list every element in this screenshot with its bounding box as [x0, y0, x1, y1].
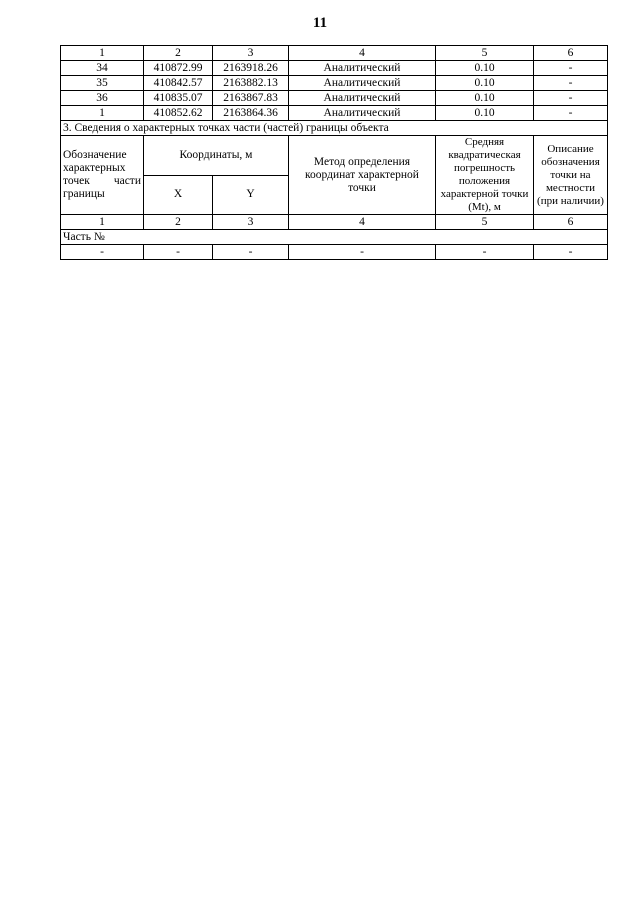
description-header: Описание обозначения точки на местности (при наличии) [534, 136, 608, 215]
column-number: 3 [213, 215, 289, 230]
column-number: 2 [144, 215, 213, 230]
description: - [534, 76, 608, 91]
method: Аналитический [289, 91, 436, 106]
error-value: 0.10 [436, 91, 534, 106]
x-header: X [144, 175, 213, 215]
page-number: 11 [312, 15, 328, 31]
point-id: 35 [61, 76, 144, 91]
point-id: 36 [61, 91, 144, 106]
column-number: 2 [144, 46, 213, 61]
error-header: Средняя квадратическая погрешность положения характерной точки (Mt), м [436, 136, 534, 215]
empty-cell: - [213, 245, 289, 260]
table-row [61, 91, 608, 106]
empty-cell: - [534, 245, 608, 260]
part-label-row [61, 230, 608, 245]
empty-cell: - [61, 245, 144, 260]
table-row [61, 76, 608, 91]
section-header-row [61, 136, 608, 176]
point-id: 34 [61, 61, 144, 76]
column-number: 3 [213, 46, 289, 61]
coordinates-table [60, 45, 608, 260]
method: Аналитический [289, 76, 436, 91]
method: Аналитический [289, 61, 436, 76]
section-title: 3. Сведения о характерных точках части (частей) границы объекта [61, 121, 608, 136]
coord-y: 2163867.83 [213, 91, 289, 106]
description: - [534, 106, 608, 121]
column-number: 5 [436, 215, 534, 230]
point-id: 1 [61, 106, 144, 121]
description: - [534, 91, 608, 106]
method: Аналитический [289, 106, 436, 121]
y-header: Y [213, 175, 289, 215]
empty-cell: - [289, 245, 436, 260]
coord-x: 410835.07 [144, 91, 213, 106]
section-column-number-row [61, 215, 608, 230]
empty-cell: - [436, 245, 534, 260]
column-number: 1 [61, 46, 144, 61]
error-value: 0.10 [436, 106, 534, 121]
coord-x: 410852.62 [144, 106, 213, 121]
table-row [61, 245, 608, 260]
column-number: 6 [534, 215, 608, 230]
method-header: Метод определения координат характерной точки [289, 136, 436, 215]
error-value: 0.10 [436, 61, 534, 76]
description: - [534, 61, 608, 76]
empty-cell: - [144, 245, 213, 260]
column-number: 5 [436, 46, 534, 61]
column-number: 4 [289, 46, 436, 61]
column-number: 1 [61, 215, 144, 230]
table-row [61, 106, 608, 121]
table-row [61, 61, 608, 76]
part-label: Часть № [61, 230, 608, 245]
coord-y: 2163882.13 [213, 76, 289, 91]
column-number-row [61, 46, 608, 61]
coord-y: 2163864.36 [213, 106, 289, 121]
column-number: 6 [534, 46, 608, 61]
section-title-row [61, 121, 608, 136]
error-value: 0.10 [436, 76, 534, 91]
coord-y: 2163918.26 [213, 61, 289, 76]
coord-x: 410872.99 [144, 61, 213, 76]
designation-header: Обозначение характерных точек части границы [61, 136, 144, 215]
column-number: 4 [289, 215, 436, 230]
coordinates-header: Координаты, м [144, 136, 289, 176]
coord-x: 410842.57 [144, 76, 213, 91]
